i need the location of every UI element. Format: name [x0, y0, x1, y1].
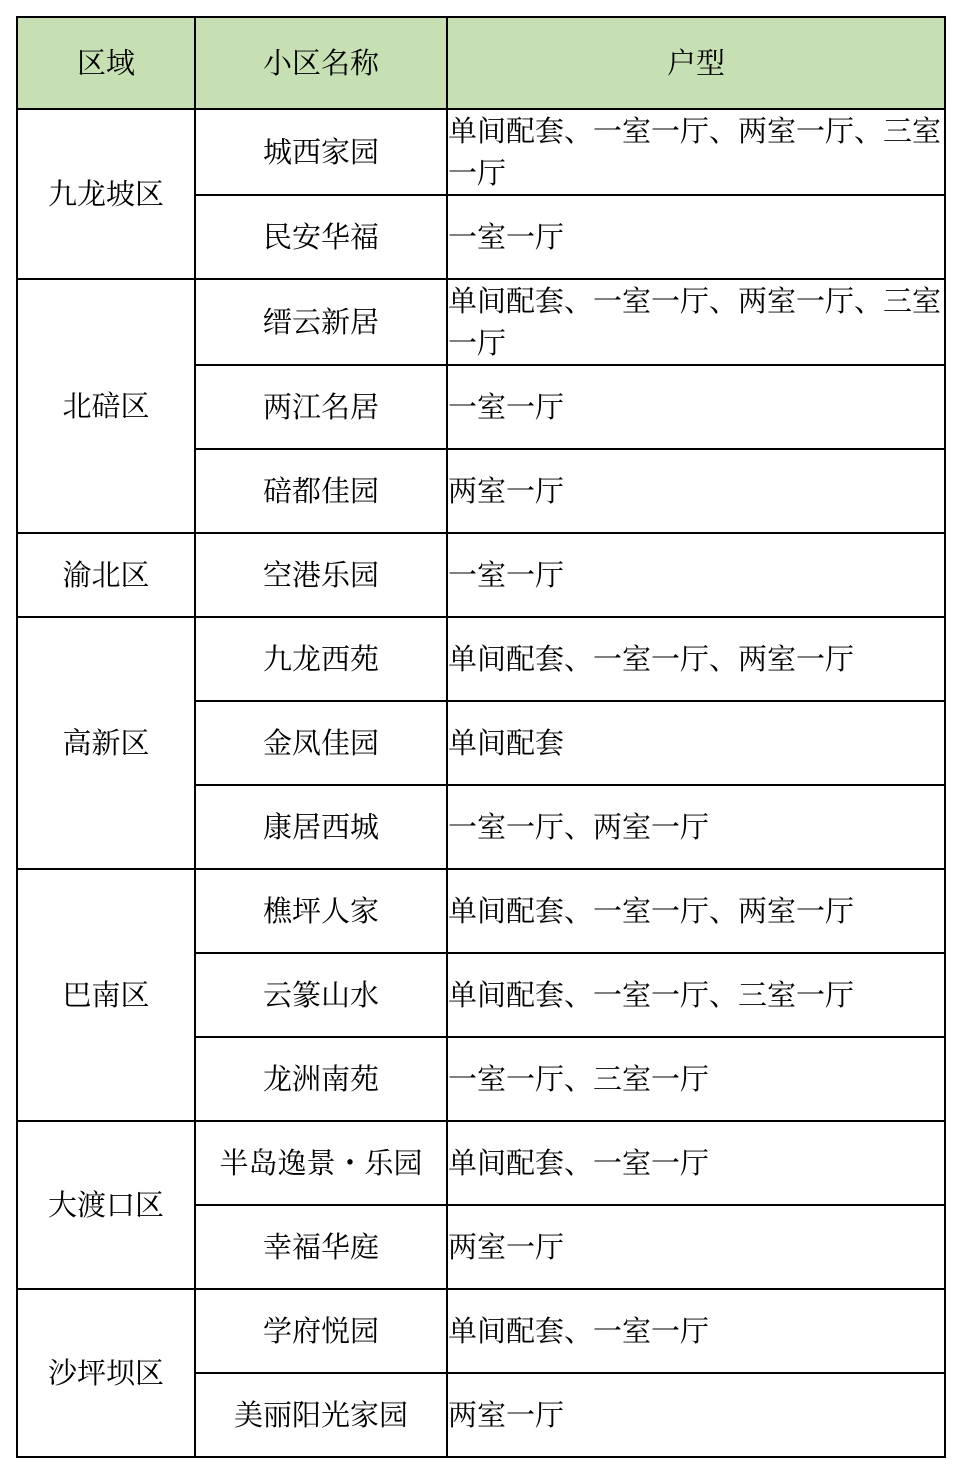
table-body [17, 109, 945, 1457]
unit-types-cell: 单间配套 [447, 701, 945, 785]
table-row [17, 617, 945, 701]
community-cell: 金凤佳园 [195, 701, 447, 785]
table-row [17, 279, 945, 365]
community-cell: 樵坪人家 [195, 869, 447, 953]
table-row [17, 533, 945, 617]
community-cell: 空港乐园 [195, 533, 447, 617]
header-community: 小区名称 [195, 17, 447, 109]
unit-types-cell: 一室一厅、两室一厅 [447, 785, 945, 869]
table-row [17, 1289, 945, 1373]
unit-types-cell: 单间配套、一室一厅、两室一厅、三室一厅 [447, 279, 945, 365]
community-cell: 两江名居 [195, 365, 447, 449]
district-cell: 北碚区 [17, 279, 195, 533]
district-cell: 渝北区 [17, 533, 195, 617]
community-cell: 康居西城 [195, 785, 447, 869]
community-cell: 云篆山水 [195, 953, 447, 1037]
table-row [17, 869, 945, 953]
unit-types-cell: 单间配套、一室一厅 [447, 1121, 945, 1205]
unit-types-cell: 单间配套、一室一厅、两室一厅 [447, 617, 945, 701]
community-cell: 龙洲南苑 [195, 1037, 447, 1121]
unit-types-cell: 单间配套、一室一厅 [447, 1289, 945, 1373]
table-row [17, 1121, 945, 1205]
district-cell: 沙坪坝区 [17, 1289, 195, 1457]
header-unit-types: 户型 [447, 17, 945, 109]
community-cell: 城西家园 [195, 109, 447, 195]
unit-types-cell: 一室一厅 [447, 195, 945, 279]
table-row [17, 109, 945, 195]
unit-types-cell: 一室一厅、三室一厅 [447, 1037, 945, 1121]
community-cell: 民安华福 [195, 195, 447, 279]
district-cell: 高新区 [17, 617, 195, 869]
header-district: 区域 [17, 17, 195, 109]
community-cell: 九龙西苑 [195, 617, 447, 701]
community-cell: 学府悦园 [195, 1289, 447, 1373]
housing-table [16, 16, 946, 1458]
unit-types-cell: 单间配套、一室一厅、两室一厅、三室一厅 [447, 109, 945, 195]
community-cell: 半岛逸景・乐园 [195, 1121, 447, 1205]
unit-types-cell: 两室一厅 [447, 1205, 945, 1289]
community-cell: 美丽阳光家园 [195, 1373, 447, 1457]
district-cell: 大渡口区 [17, 1121, 195, 1289]
community-cell: 缙云新居 [195, 279, 447, 365]
district-cell: 九龙坡区 [17, 109, 195, 279]
unit-types-cell: 一室一厅 [447, 365, 945, 449]
unit-types-cell: 两室一厅 [447, 1373, 945, 1457]
community-cell: 碚都佳园 [195, 449, 447, 533]
community-cell: 幸福华庭 [195, 1205, 447, 1289]
header-row [17, 17, 945, 109]
unit-types-cell: 单间配套、一室一厅、三室一厅 [447, 953, 945, 1037]
unit-types-cell: 两室一厅 [447, 449, 945, 533]
district-cell: 巴南区 [17, 869, 195, 1121]
unit-types-cell: 单间配套、一室一厅、两室一厅 [447, 869, 945, 953]
unit-types-cell: 一室一厅 [447, 533, 945, 617]
